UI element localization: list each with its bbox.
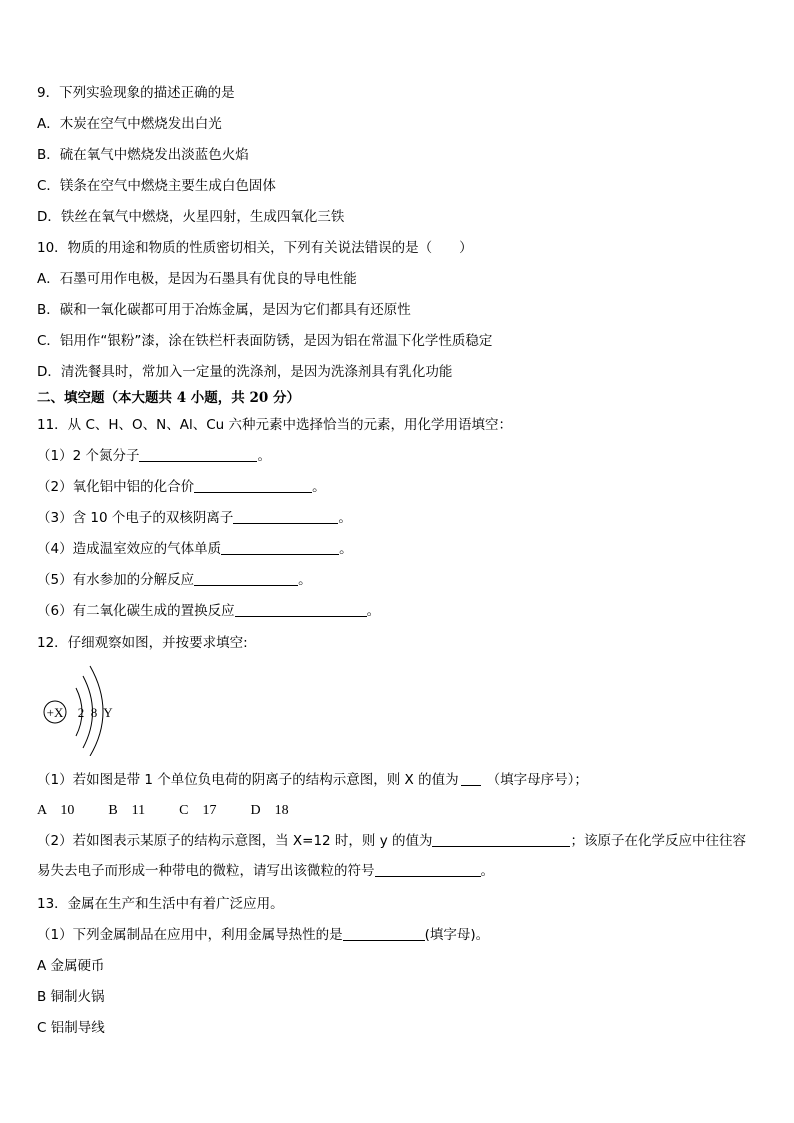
q10-option-a: A．石墨可用作电极，是因为石墨具有优良的导电性能 [37, 271, 357, 287]
q11-item-5-text: （5）有水参加的分解反应 [37, 572, 195, 588]
q11-item-1 [37, 447, 271, 465]
q11-item-4-text: （4）造成温室效应的气体单质 [37, 541, 222, 557]
shell-1-electrons: 2 [77, 705, 85, 720]
answer-blank[interactable] [221, 540, 339, 555]
q9-option-c: C．镁条在空气中燃烧主要生成白色固体 [37, 178, 276, 194]
q12-option-c: C 17 [179, 803, 217, 818]
q12-part2-end: ；该原子在化学反应中往往容 [570, 833, 746, 849]
q12-part2-line2 [37, 862, 494, 880]
answer-blank[interactable] [233, 509, 338, 524]
q11-item-2 [37, 478, 326, 496]
q11-item-3-text: （3）含 10 个电子的双核阴离子 [37, 510, 234, 526]
q9-option-d: D．铁丝在氧气中燃烧，火星四射，生成四氧化三铁 [37, 209, 345, 225]
answer-blank[interactable] [461, 771, 481, 786]
q12-part2-text: （2）若如图表示某原子的结构示意图，当 X=12 时，则 y 的值为 [37, 833, 433, 849]
q11-item-6 [37, 602, 380, 620]
q13-part1 [37, 926, 489, 944]
q12-part2-line2-end: 。 [480, 863, 494, 879]
q10-option-b: B．碳和一氧化碳都可用于冶炼金属，是因为它们都具有还原性 [37, 302, 411, 318]
q11-item-3 [37, 509, 352, 527]
q13-stem: 13．金属在生产和生活中有着广泛应用。 [37, 896, 284, 912]
q12-part1-options [37, 801, 323, 820]
q11-item-3-end: 。 [338, 510, 352, 526]
q12-part2-line2-text: 易失去电子而形成一种带电的微粒，请写出该微粒的符号 [37, 863, 375, 879]
q13-option-c: C 铝制导线 [37, 1020, 105, 1036]
q12-option-a: A 10 [37, 803, 75, 818]
nucleus-label: +X [46, 705, 64, 720]
q13-part1-text: （1）下列金属制品在应用中，利用金属导热性的是 [37, 927, 343, 943]
shell-2-electrons: 8 [90, 705, 98, 720]
q11-item-5-end: 。 [298, 572, 312, 588]
q13-option-b: B 铜制火锅 [37, 989, 105, 1005]
answer-blank[interactable] [194, 571, 298, 586]
q12-option-b: B 11 [108, 803, 146, 818]
answer-blank[interactable] [235, 602, 367, 617]
q11-item-4 [37, 540, 353, 558]
q11-item-1-text: （1）2 个氮分子 [37, 448, 140, 464]
answer-blank[interactable] [375, 862, 481, 877]
q13-part1-end: (填字母)。 [424, 927, 490, 943]
answer-blank[interactable] [139, 447, 257, 462]
q9-option-a: A．木炭在空气中燃烧发出白光 [37, 116, 222, 132]
q11-item-4-end: 。 [339, 541, 353, 557]
q11-item-6-text: （6）有二氧化碳生成的置换反应 [37, 603, 235, 619]
shell-3-electrons: Y [103, 705, 113, 720]
q10-stem: 10．物质的用途和物质的性质密切相关，下列有关说法错误的是（ ） [37, 240, 473, 256]
section-heading: 二、填空题（本大题共 4 小题，共 20 分） [37, 390, 300, 406]
atomic-structure-diagram [38, 662, 118, 756]
q9-option-b: B．硫在氧气中燃烧发出淡蓝色火焰 [37, 147, 249, 163]
q12-part1-text: （1）若如图是带 1 个单位负电荷的阴离子的结构示意图，则 X 的值为 [37, 772, 459, 788]
q11-stem: 11．从 C、H、O、N、Al、Cu 六种元素中选择恰当的元素，用化学用语填空： [37, 417, 513, 433]
answer-blank[interactable] [432, 832, 570, 847]
q10-option-d: D．清洗餐具时，常加入一定量的洗涤剂，是因为洗涤剂具有乳化功能 [37, 364, 453, 380]
q9-stem: 9．下列实验现象的描述正确的是 [37, 85, 235, 101]
answer-blank[interactable] [343, 926, 425, 941]
q11-item-5 [37, 571, 312, 589]
q11-item-2-end: 。 [312, 479, 326, 495]
q11-item-1-end: 。 [257, 448, 271, 464]
q12-part1 [37, 771, 588, 789]
q12-part1-end: （填字母序号）； [486, 772, 588, 788]
q11-item-6-end: 。 [366, 603, 381, 619]
answer-blank[interactable] [194, 478, 312, 493]
q13-option-a: A 金属硬币 [37, 958, 105, 974]
q12-option-d: D 18 [250, 803, 289, 818]
q11-item-2-text: （2）氧化铝中铝的化合价 [37, 479, 195, 495]
q10-option-c: C．铝用作“银粉”漆，涂在铁栏杆表面防锈，是因为铝在常温下化学性质稳定 [37, 333, 493, 349]
q12-stem: 12．仔细观察如图，并按要求填空: [37, 635, 248, 651]
q12-part2 [37, 832, 746, 850]
